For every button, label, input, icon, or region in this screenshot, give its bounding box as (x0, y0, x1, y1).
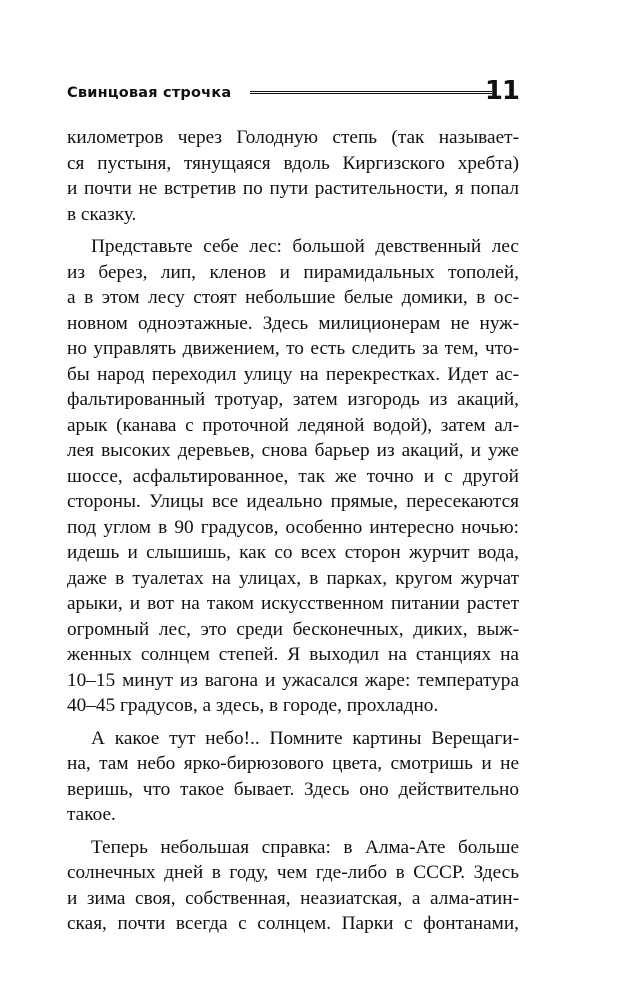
text-line: арык (канава с проточной ледяной водой), затем ал- (67, 414, 519, 436)
text-line: ская, почти всегда с солнцем. Парки с фонтанами, (67, 913, 519, 934)
text-line: а в этом лесу стоят небольшие белые домики, в ос- (67, 287, 519, 308)
paragraph (67, 726, 519, 828)
text-line: Теперь небольшая справка: в Алма-Ате больше (91, 836, 519, 858)
text-line: из берез, лип, кленов и пирамидальных тополей, (67, 261, 519, 283)
text-line: но управлять движением, то есть следить за тем, что- (67, 338, 519, 359)
text-line: километров через Голодную степь (так называет- (67, 127, 519, 148)
text-line: стороны. Улицы все идеально прямые, пересекаются (67, 491, 519, 512)
running-head (67, 76, 519, 110)
text-line: под углом в 90 градусов, особенно интересно ночью: (67, 516, 519, 538)
text-line: 10–15 минут из вагона и ужасался жаре: температура (67, 669, 519, 691)
text-line: солнечных дней в году, чем где-либо в СССР. Здесь (67, 862, 519, 883)
text-line: 40–45 градусов, а здесь, в городе, прохладно. (67, 695, 439, 716)
text-line: Представьте себе лес: большой девственный лес (91, 236, 519, 257)
paragraph (67, 234, 519, 719)
text-line: идешь и слышишь, как со всех сторон журчит вода, (67, 542, 519, 563)
text-line: бы народ переходил улицу на перекрестках. Идет ас- (67, 363, 519, 385)
running-head-title: Свинцовая строчка (67, 85, 232, 101)
text-line: на, там небо ярко-бирюзового цвета, смотришь и не (67, 753, 519, 774)
text-line: такое. (67, 804, 116, 825)
text-line: шоссе, асфальтированное, так же точно и с другой (67, 465, 519, 487)
text-line: огромный лес, это среди бесконечных, диких, выж- (67, 618, 519, 640)
text-line: А какое тут небо!.. Помните картины Верещаги- (91, 727, 519, 749)
text-line: в сказку. (67, 203, 137, 225)
text-line: и почти не встретив по пути растительности, я попал (67, 178, 519, 199)
body-text (67, 125, 519, 944)
running-head-rule (250, 91, 492, 94)
paragraph (67, 125, 519, 227)
text-line: даже в туалетах на улицах, в парках, кругом журчат (67, 567, 519, 589)
text-line: арыки, и вот на таком искусственном питании растет (67, 593, 519, 614)
text-line: фальтированный тротуар, затем изгородь из акаций, (67, 389, 519, 410)
page-number: 11 (484, 76, 519, 106)
paragraph (67, 835, 519, 937)
text-line: женных солнцем степей. Я выходил на станциях на (67, 644, 519, 665)
text-line: веришь, что такое бывает. Здесь оно действительно (67, 778, 519, 800)
text-line: и зима своя, собственная, неазиатская, а алма-атин- (67, 887, 519, 909)
text-line: новном одноэтажные. Здесь милиционерам не нуж- (67, 312, 519, 334)
text-line: лея высоких деревьев, снова барьер из акаций, и уже (67, 440, 519, 461)
text-line: ся пустыня, тянущаяся вдоль Киргизского хребта) (67, 152, 519, 174)
